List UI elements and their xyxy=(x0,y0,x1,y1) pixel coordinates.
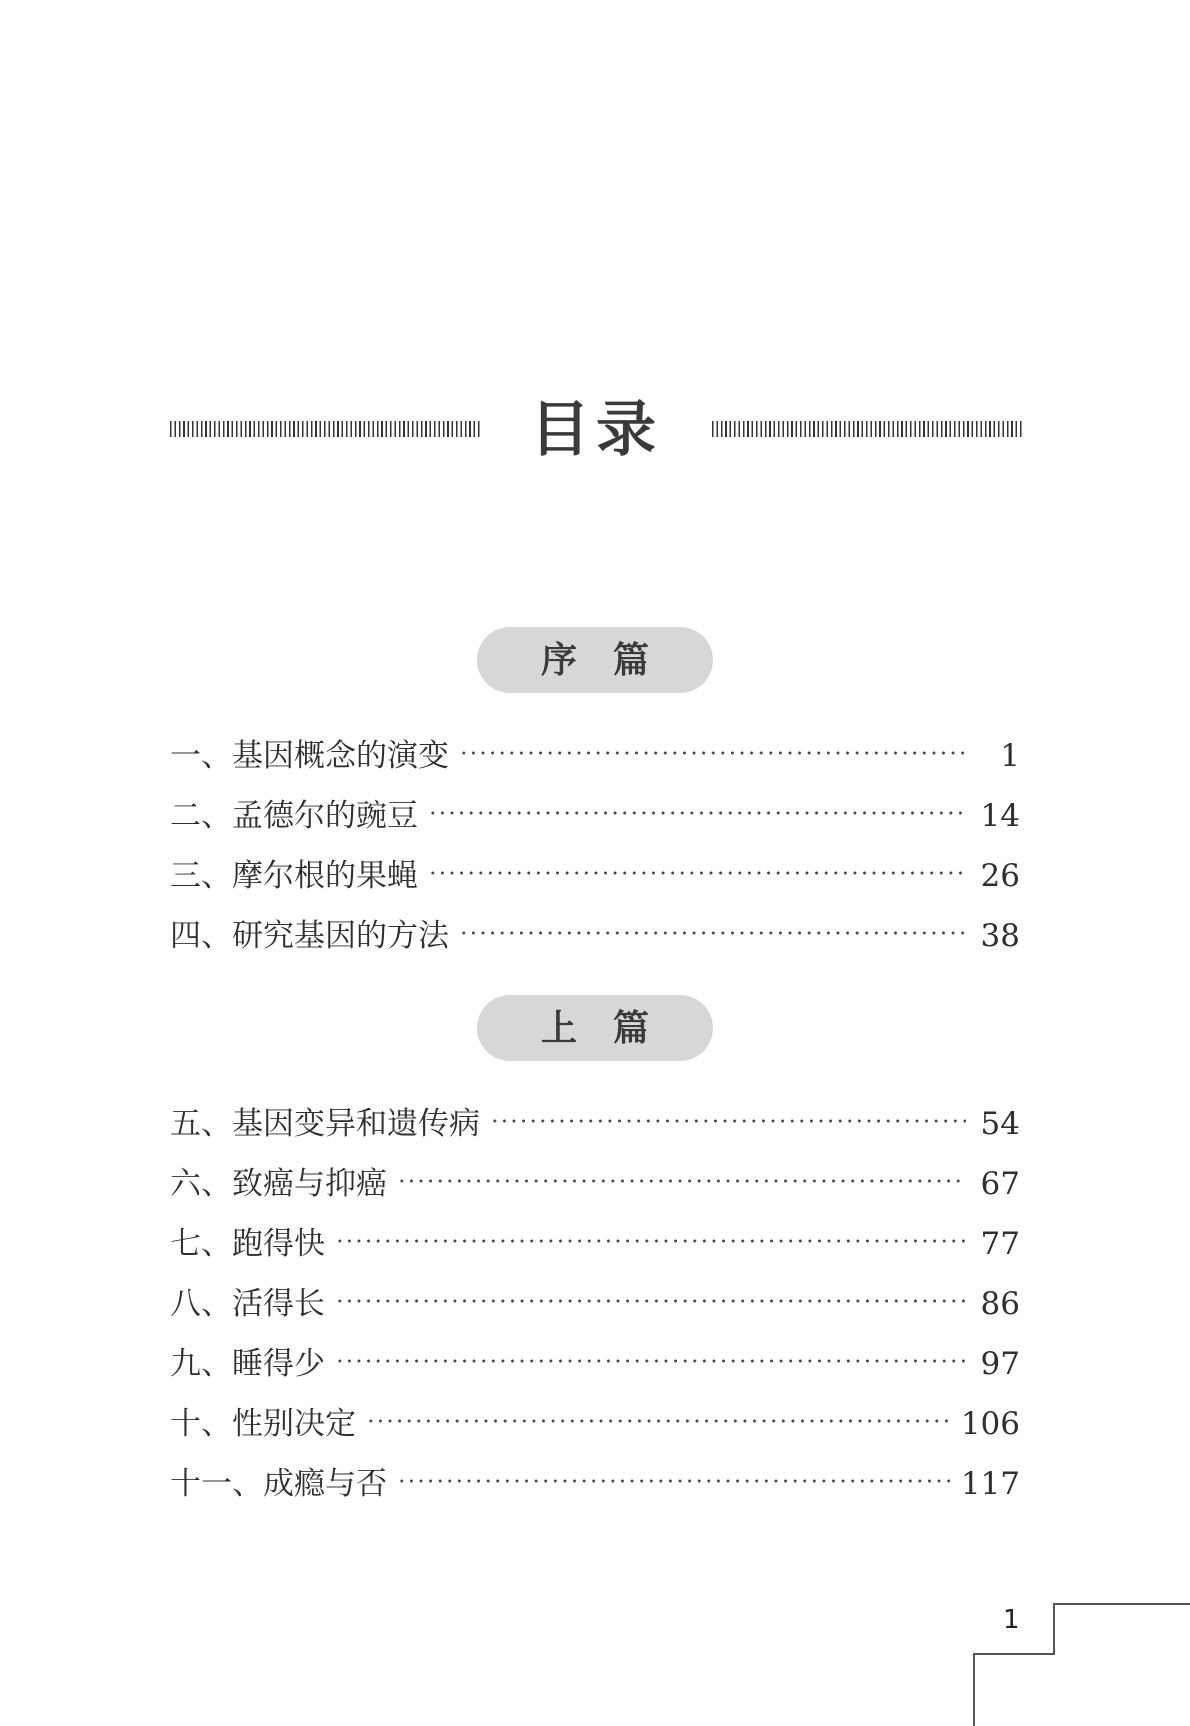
leader-dots xyxy=(490,1117,966,1125)
toc-entry-label: 六、致癌与抑癌 xyxy=(170,1166,387,1202)
leader-dots xyxy=(428,869,966,877)
corner-rule-middle xyxy=(973,1653,1055,1655)
toc-entry-page: 106 xyxy=(960,1406,1020,1442)
page-number: 1 xyxy=(1003,1605,1020,1635)
toc-entry-page: 26 xyxy=(980,858,1020,894)
toc-entry-page: 86 xyxy=(980,1286,1020,1322)
toc-entry-page: 14 xyxy=(980,798,1020,834)
page-title: 目录 xyxy=(530,395,662,465)
title-row xyxy=(170,385,1022,475)
corner-rule-bottom xyxy=(973,1653,975,1726)
toc-entry-page: 77 xyxy=(980,1226,1020,1262)
toc-entry[interactable] xyxy=(170,1158,1020,1204)
toc-entry-page: 117 xyxy=(960,1466,1020,1502)
leader-dots xyxy=(335,1357,966,1365)
toc-entry-label: 一、基因概念的演变 xyxy=(170,738,449,774)
toc-entry[interactable] xyxy=(170,1098,1020,1144)
toc-entry-page: 38 xyxy=(980,918,1020,954)
toc-entry[interactable] xyxy=(170,1338,1020,1384)
toc-entry-label: 七、跑得快 xyxy=(170,1226,325,1262)
toc-entry-label: 二、孟德尔的豌豆 xyxy=(170,798,418,834)
corner-rule-step xyxy=(1053,1603,1055,1655)
toc-entry-page: 54 xyxy=(980,1106,1020,1142)
corner-rule-top xyxy=(1053,1603,1190,1605)
section-heading-prologue: 序 篇 xyxy=(477,627,713,693)
leader-dots xyxy=(335,1237,966,1245)
toc-entry[interactable] xyxy=(170,790,1020,836)
leader-dots xyxy=(428,809,966,817)
leader-dots xyxy=(459,749,966,757)
leader-dots xyxy=(459,929,966,937)
toc-entry[interactable] xyxy=(170,850,1020,896)
toc-entry[interactable] xyxy=(170,730,1020,776)
toc-entry-label: 十、性别决定 xyxy=(170,1406,356,1442)
toc-entry[interactable] xyxy=(170,1278,1020,1324)
toc-entry-label: 八、活得长 xyxy=(170,1286,325,1322)
leader-dots xyxy=(397,1477,951,1485)
toc-entry-page: 97 xyxy=(980,1346,1020,1382)
toc-entry-page: 1 xyxy=(1000,738,1020,774)
leader-dots xyxy=(397,1177,966,1185)
toc-entry-page: 67 xyxy=(980,1166,1020,1202)
toc-entry[interactable] xyxy=(170,910,1020,956)
leader-dots xyxy=(335,1297,966,1305)
toc-entry-label: 五、基因变异和遗传病 xyxy=(170,1106,480,1142)
leader-dots xyxy=(366,1417,951,1425)
toc-entry[interactable] xyxy=(170,1398,1020,1444)
toc-entry-label: 三、摩尔根的果蝇 xyxy=(170,858,418,894)
title-decoration-right xyxy=(712,421,1022,437)
toc-entry-label: 四、研究基因的方法 xyxy=(170,918,449,954)
toc-entry[interactable] xyxy=(170,1218,1020,1264)
toc-entry-label: 九、睡得少 xyxy=(170,1346,325,1382)
section-heading-part-one: 上 篇 xyxy=(477,995,713,1061)
toc-entry-label: 十一、成瘾与否 xyxy=(170,1466,387,1502)
toc-entry[interactable] xyxy=(170,1458,1020,1504)
